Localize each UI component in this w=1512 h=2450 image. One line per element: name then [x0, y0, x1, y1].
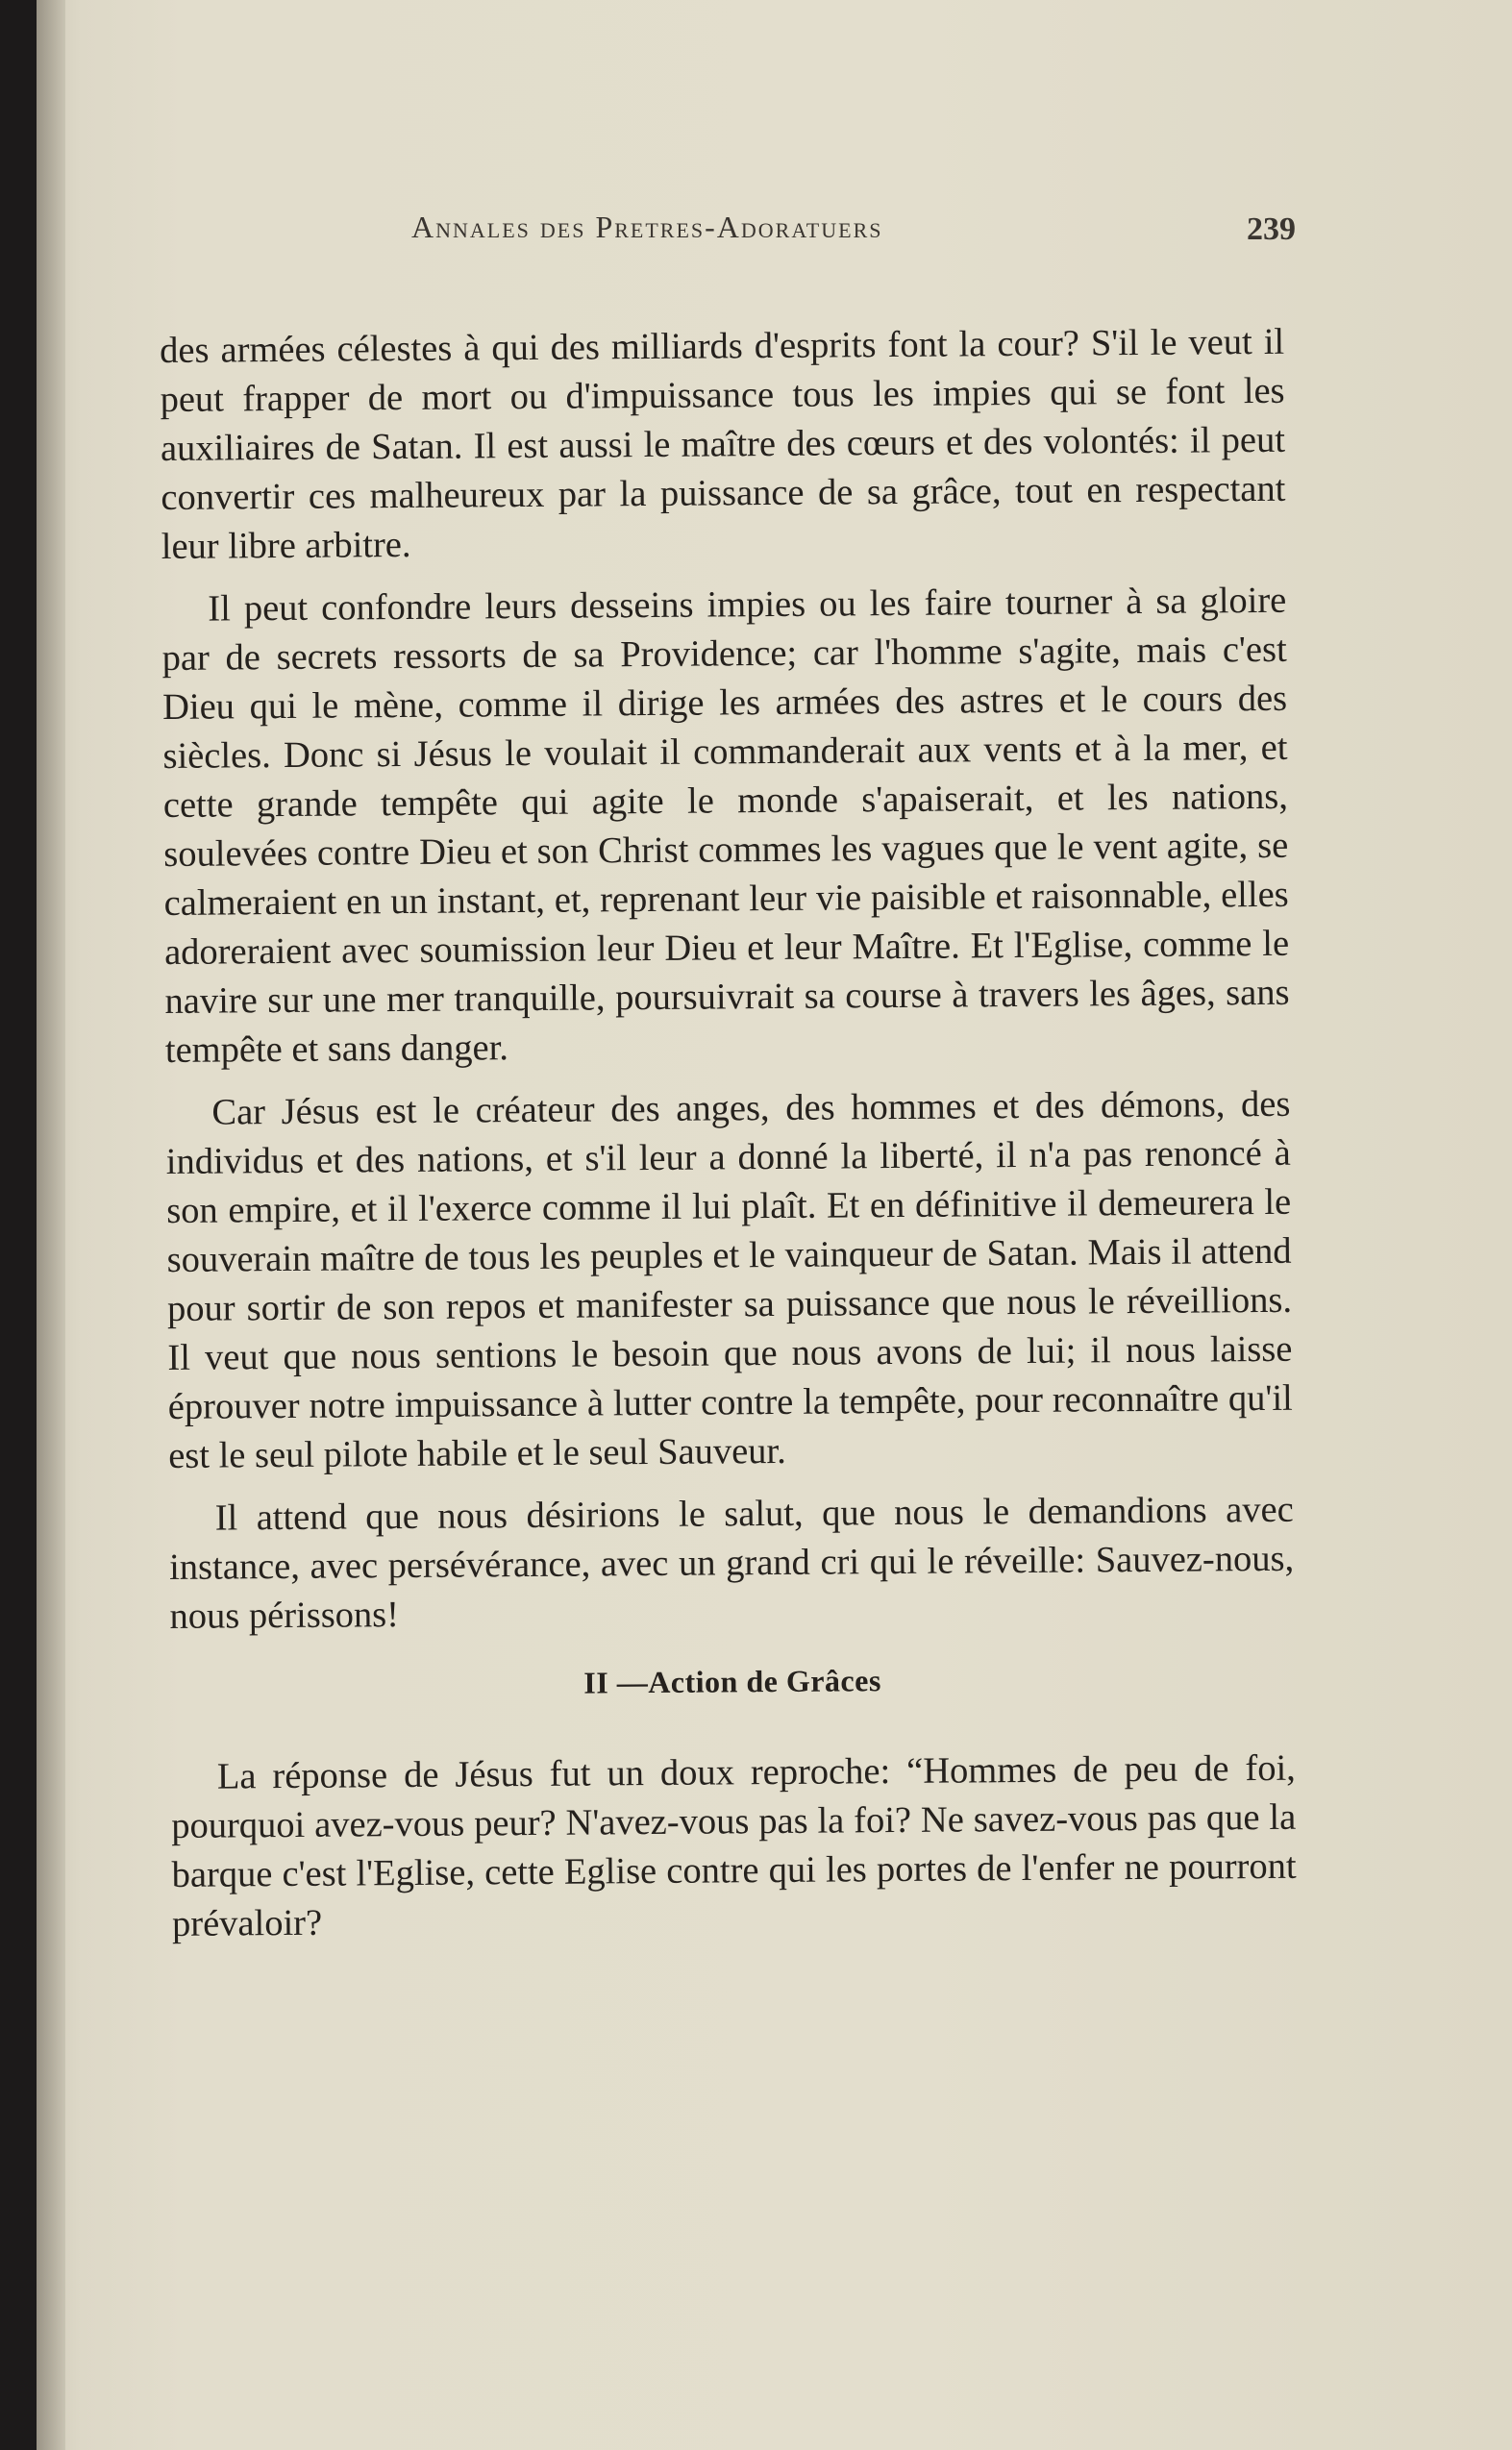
section-heading: II —Action de Grâces [583, 1663, 881, 1700]
book-page [37, 0, 1512, 2450]
running-head [411, 210, 1296, 267]
paragraph-2: Il peut confondre leurs desseins impies ou les faire tourner à sa gloire par de secrets ressorts de sa Providence; car l'homme s'agite, mais c'est Dieu qui le mène, comme il dirige les armées des astres et le cours des siècles. Donc si Jésus le voulait il commanderait aux vents et à la mer, et cette grande tempête qui agite le monde s'apaiserait, et les nations, soulevées contre Dieu et son Christ commes les vagues que le vent agite, se calmeraient en un instant, et, reprenant leur vie paisible et raisonnable, elles adoreraient avec soumission leur Dieu et leur Maître. Et l'Eglise, comme le navire sur une mer tranquille, poursuivrait sa course à travers les âges, sans tempête et sans danger. [161, 580, 1290, 1071]
paragraph-5: La réponse de Jésus fut un doux reproche: “Hommes de peu de foi, pourquoi avez-vous peur? N'avez-vous pas la foi? Ne savez-vous pas que la barque c'est l'Eglise, cette Eglise contre qui les portes de l'enfer ne pourront prévaloir? [171, 1747, 1297, 1944]
page-number: 239 [1247, 211, 1296, 247]
paragraph-3: Car Jésus est le créateur des anges, des hommes et des démons, des individus et des nations, et s'il leur a donné la liberté, il n'a pas renoncé à son empire, et il l'exerce comme il lui plaît. Et en définitive il demeurera le souverain maître de tous les peuples et le vainqueur de Satan. Mais il attend pour sortir de son repos et manifester sa puissance que nous le réveillions. Il veut que nous sentions le besoin que nous avons de lui; il nous laisse éprouver notre impuissance à lutter contre la tempête, pour reconnaître qu'il est le seul pilote habile et le seul Sauveur. [165, 1083, 1293, 1476]
running-title: Annales des Pretres-Adoratuers [411, 210, 883, 244]
spine-shadow [37, 0, 65, 2450]
body-text [160, 318, 1297, 1963]
paragraph-4: Il attend que nous désirions le salut, que nous le demandions avec instance, avec persévérance, avec un grand cri qui le réveille: Sauvez-nous, nous périssons! [168, 1489, 1295, 1637]
paragraph-1: des armées célestes à qui des milliards d'esprits font la cour? S'il le veut il peut frapper de mort ou d'impuissance tous les impies qui se font les auxiliaires de Satan. Il est aussi le maître des cœurs et des volontés: il peut convertir ces malheureux par la puissance de sa grâce, tout en respectant leur libre arbitre. [160, 321, 1286, 567]
